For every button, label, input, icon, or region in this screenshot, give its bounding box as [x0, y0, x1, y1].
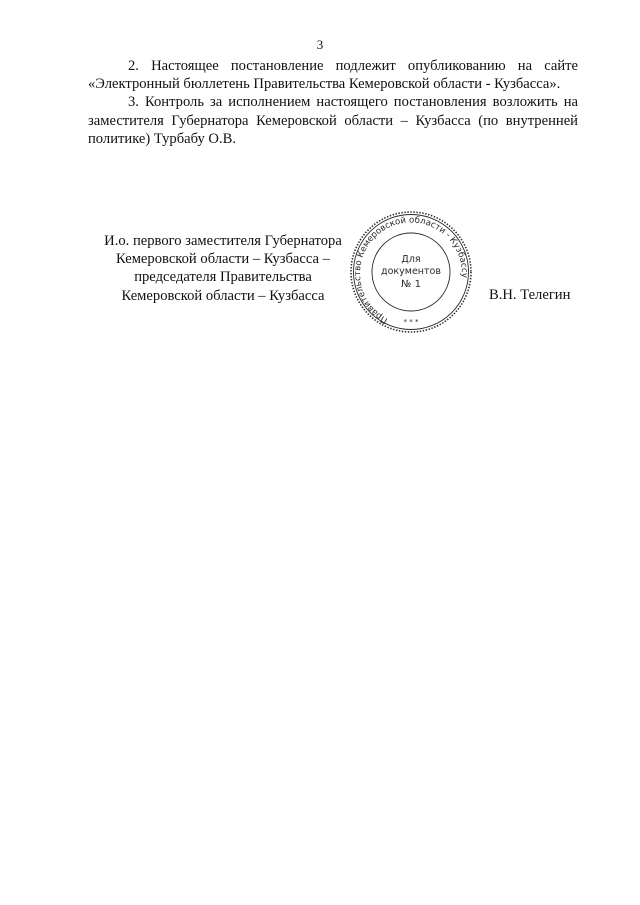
seal-center-line: Для [401, 254, 421, 265]
seal-stars: * * * [403, 318, 419, 326]
signer-position [92, 232, 354, 305]
signer-position-line: И.о. первого заместителя Губернатора [104, 233, 342, 249]
seal-ring-text: Правительство Кемеровской области - Кузбассу [352, 215, 470, 326]
signer-position-line: председателя Правительства [134, 269, 312, 286]
document-body [88, 57, 578, 148]
seal-center-line: № 1 [401, 279, 421, 290]
signer-name: В.Н. Телегин [489, 287, 571, 303]
signer-position-line: Кемеровской области – Кузбасса – [116, 251, 330, 268]
paragraph-publication: 2. Настоящее постановление подлежит опубликованию на сайте «Электронный бюллетень Правительства Кемеровской области - Кузбасса». [88, 58, 578, 93]
signer-position-line: Кемеровской области – Кузбасса [121, 287, 325, 304]
seal-center-line: документов [381, 266, 441, 277]
page-number: 3 [316, 37, 324, 52]
official-seal-stamp [348, 210, 474, 334]
paragraph-control: 3. Контроль за исполнением настоящего постановления возложить на заместителя Губернатора Кемеровской области – Кузбасса (по внутренней политике) Турбабу О.В. [88, 94, 578, 147]
